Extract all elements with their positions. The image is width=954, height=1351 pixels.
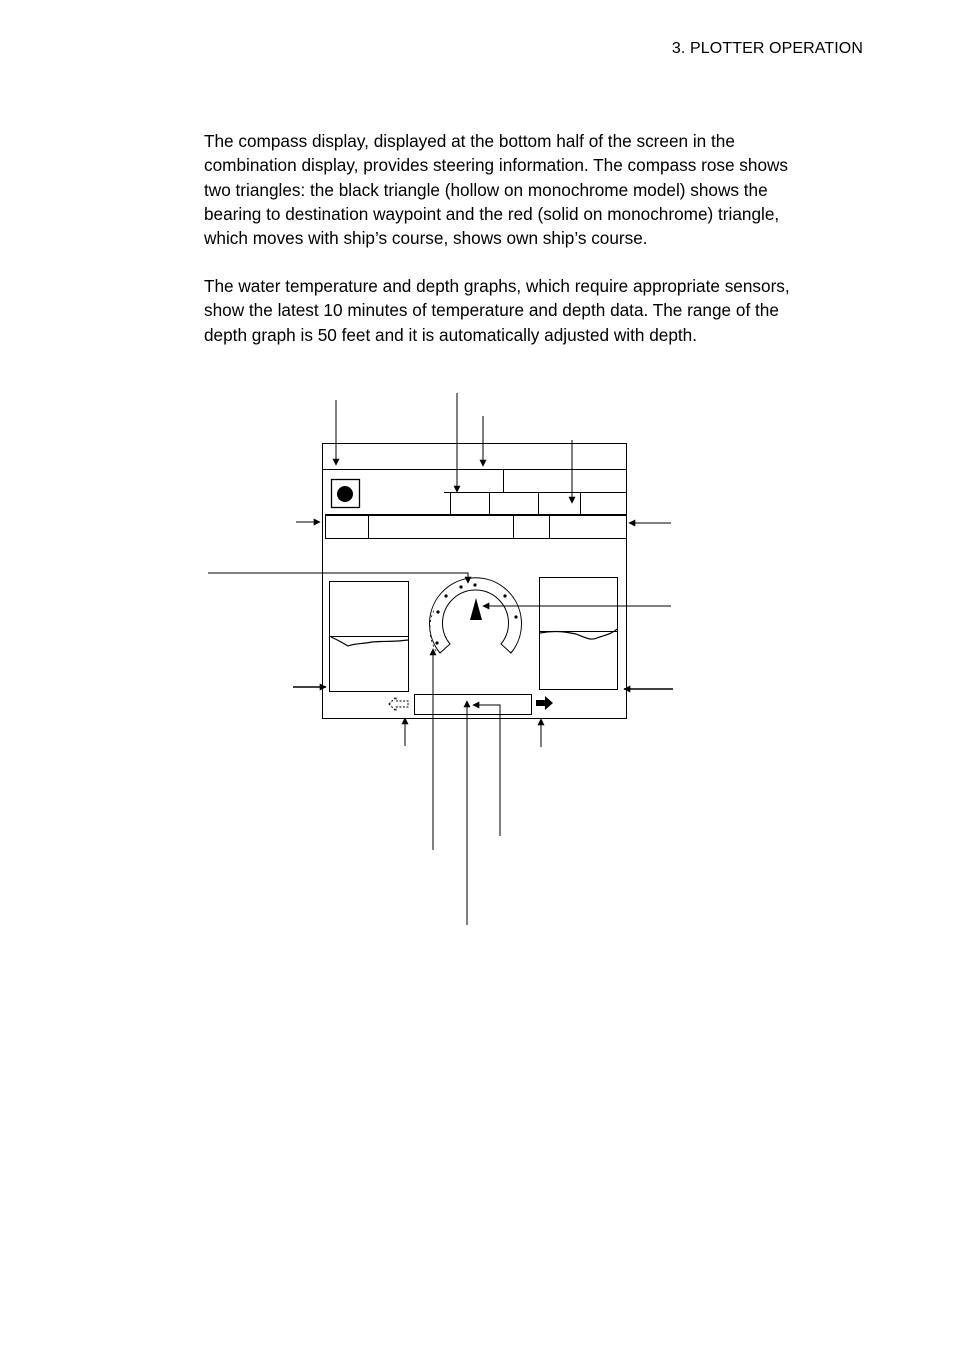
left-dashed-arrow-icon — [389, 697, 408, 711]
right-arrow-icon — [536, 696, 553, 710]
filled-circle-icon — [337, 486, 353, 502]
paragraph-line: which moves with ship’s course, shows own ship’s course. — [204, 228, 648, 249]
depth-graph — [540, 578, 618, 690]
running-header: 3. PLOTTER OPERATION — [671, 40, 863, 57]
water-temperature-graph — [330, 582, 409, 692]
paragraph-line: combination display, provides steering information. The compass rose shows — [204, 155, 789, 176]
data-box-row-2 — [326, 515, 627, 539]
paragraph-line: show the latest 10 minutes of temperature and depth data. The range of the — [204, 300, 779, 321]
paragraph-line: The water temperature and depth graphs, which require appropriate sensors, — [204, 276, 790, 296]
paragraph-line: two triangles: the black triangle (hollow on monochrome model) shows the — [204, 179, 768, 200]
paragraph-line: bearing to destination waypoint and the red (solid on monochrome) triangle, — [204, 203, 780, 224]
paragraph-line: depth graph is 50 feet and it is automatically adjusted with depth. — [204, 324, 698, 345]
paragraph-line: The compass display, displayed at the bottom half of the screen in the — [204, 131, 735, 151]
callout-leaders — [208, 393, 673, 925]
own-ship-course-triangle — [470, 598, 482, 620]
data-box-row-1 — [322, 469, 627, 515]
